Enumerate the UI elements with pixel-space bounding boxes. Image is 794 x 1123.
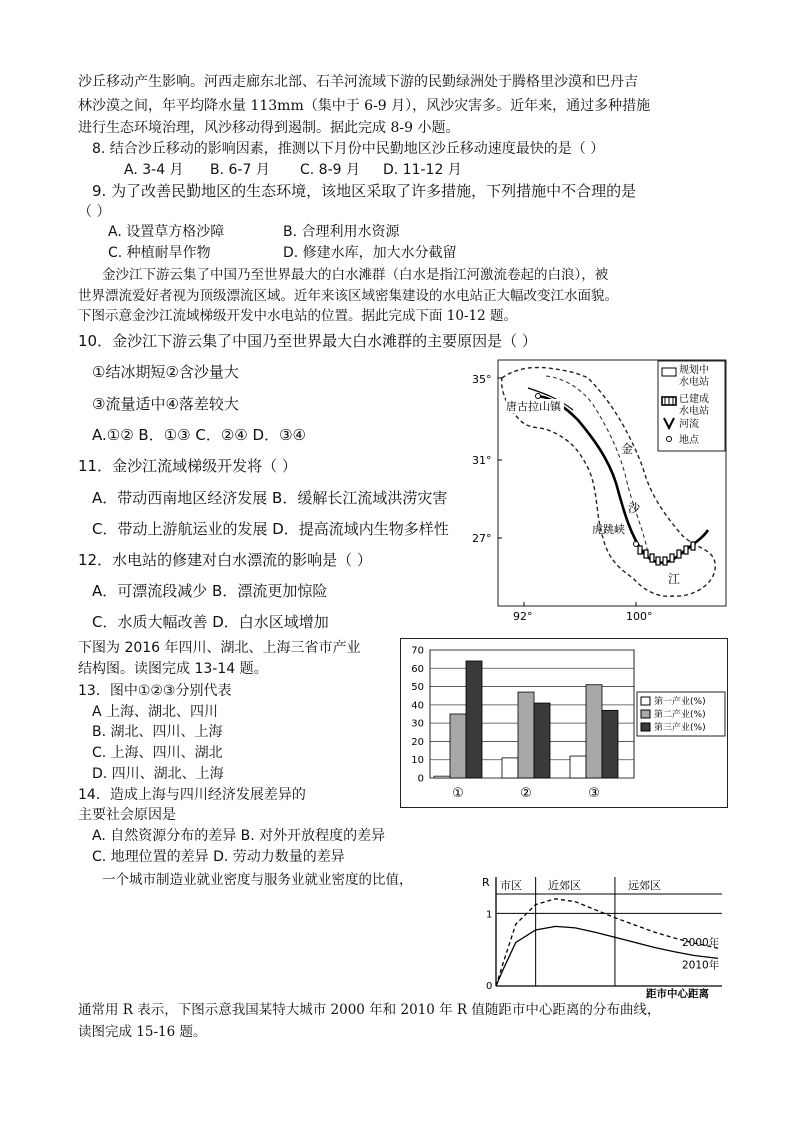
q14-options-ab: A. 自然资源分布的差异 B. 对外开放程度的差异 (92, 828, 386, 844)
bar-3-2 (534, 703, 550, 778)
legend-secondary: 第二产业(%) (654, 710, 706, 720)
legend-primary: 第一产业(%) (654, 697, 706, 707)
legend-built-1: 已建成 (679, 394, 709, 405)
lon-100: 100° (626, 610, 653, 623)
legend-place: 地点 (679, 435, 699, 446)
legend-planned-2: 水电站 (679, 377, 709, 388)
q8-option-a: A. 3-4 月 (124, 162, 184, 178)
y-tick-label: 10 (411, 755, 424, 767)
y-tick-label: 50 (411, 682, 424, 694)
series-label-2000年: 2000年 (682, 937, 720, 950)
q9-option-b: B. 合理利用水资源 (283, 224, 400, 240)
q13-option-b: B. 湖北、四川、上海 (92, 724, 223, 740)
legend-built-2: 水电站 (679, 406, 709, 417)
legend-planned-1: 规划中 (679, 365, 709, 376)
bar-1-1 (434, 776, 450, 778)
bar-2-3 (586, 685, 602, 778)
passage-1-line-1: 沙丘移动产生影响。河西走廊东北部、石羊河流域下游的民勤绿洲处于腾格里沙漠和巴丹吉 (78, 74, 638, 90)
y-tick-label: 70 (411, 645, 424, 657)
question-12-stem: 12．水电站的修建对白水漂流的影响是（ ） (78, 551, 372, 569)
bar-1-2 (502, 758, 518, 778)
legend-tertiary-swatch (641, 723, 650, 731)
y-axis-label: R (482, 876, 490, 889)
passage-2-line-3: 下图示意金沙江流域梯级开发中水电站的位置。据此完成下面 10-12 题。 (78, 308, 517, 324)
q12-options-cd: C．水质大幅改善 D．白水区域增加 (92, 613, 329, 631)
legend-place-icon (667, 437, 672, 442)
q13-option-d: D. 四川、湖北、上海 (92, 766, 224, 782)
y-tick-label: 40 (411, 700, 424, 712)
bar-3-3 (602, 710, 618, 778)
passage-1-line-2: 林沙漠之间，年平均降水量 113mm（集中于 6-9 月），风沙灾害多。近年来，通过多种措施 (78, 98, 651, 114)
passage-1-line-3: 进行生态环境治理，风沙移动得到遏制。据此完成 8-9 小题。 (78, 120, 460, 136)
lat-31: 31° (472, 454, 492, 467)
question-13-stem: 13．图中①②③分别代表 (78, 683, 232, 699)
question-10-stem: 10．金沙江下游云集了中国乃至世界最大白水滩群的主要原因是（ ） (78, 332, 537, 350)
passage-4-line-1: 一个城市制造业就业密度与服务业就业密度的比值， (102, 872, 413, 888)
river-char-jin: 金 (621, 442, 634, 456)
passage-3-line-2: 结构图。读图完成 13-14 题。 (78, 661, 268, 677)
tanggula-dot (536, 394, 541, 399)
q14-options-cd: C. 地理位置的差异 D. 劳动力数量的差异 (92, 849, 345, 865)
zone-suburb: 近郊区 (548, 879, 581, 892)
legend-primary-swatch (641, 697, 650, 705)
passage-4-line-3: 读图完成 15-16 题。 (78, 1024, 207, 1040)
legend-secondary-swatch (641, 710, 650, 718)
bar-2-2 (518, 692, 534, 778)
river-char-jiang: 江 (668, 572, 681, 586)
passage-3-line-1: 下图为 2016 年四川、湖北、上海三省市产业 (78, 640, 361, 656)
y-tick-0: 0 (486, 981, 493, 992)
q8-option-c: C. 8-9 月 (300, 162, 360, 178)
r-value-curve-chart (478, 872, 728, 1000)
y-tick-label: 30 (411, 718, 424, 730)
q8-option-b: B. 6-7 月 (210, 162, 270, 178)
zone-outer-suburb: 远郊区 (628, 879, 661, 892)
y-tick-label: 20 (411, 736, 424, 748)
question-14-stem-1: 14．造成上海与四川经济发展差异的 (78, 787, 306, 803)
y-tick-1: 1 (486, 909, 493, 921)
lat-35: 35° (472, 373, 492, 386)
passage-4-line-2: 通常用 R 表示，下图示意我国某特大城市 2000 年和 2010 年 R 值随距市中心距离的分布曲线， (78, 1002, 661, 1018)
x-axis-label: 距市中心距离 (646, 988, 709, 1000)
q9-option-c: C. 种植耐旱作物 (108, 245, 211, 261)
y-tick-label: 0 (417, 773, 424, 785)
place-hutiaoxia: 虎跳峡 (592, 523, 625, 536)
series-label-2010年: 2010年 (682, 959, 720, 972)
x-category-label: ③ (588, 786, 600, 801)
passage-2-line-2: 世界漂流爱好者视为顶级漂流区域。近年来该区域密集建设的水电站正大幅改变江水面貌。 (78, 288, 618, 304)
passage-2-line-1: 金沙江下游云集了中国乃至世界最大的白水滩群（白水是指江河激流卷起的白浪），被 (102, 267, 609, 283)
q11-options-cd: C．带动上游航运业的发展 D．提高流域内生物多样性 (92, 520, 449, 538)
bar-3-1 (466, 661, 482, 778)
place-tanggula: 唐古拉山镇 (506, 400, 561, 413)
q12-options-ab: A．可漂流段减少 B．漂流更加惊险 (92, 582, 328, 600)
x-category-label: ② (520, 786, 532, 801)
q9-option-d: D. 修建水库，加大水分截留 (283, 245, 457, 261)
question-9-paren: （ ） (78, 204, 111, 220)
industry-structure-bar-chart (400, 638, 728, 808)
question-14-stem-2: 主要社会原因是 (78, 807, 176, 823)
river-char-sha: 沙 (628, 501, 641, 515)
question-8-stem: 8. 结合沙丘移动的影响因素，推测以下月份中民勤地区沙丘移动速度最快的是（ ） (92, 141, 605, 157)
q9-option-a: A. 设置草方格沙障 (108, 224, 225, 240)
q13-option-c: C. 上海、四川、湖北 (92, 745, 223, 761)
lon-92: 92° (513, 610, 533, 623)
legend-tertiary: 第三产业(%) (654, 723, 706, 733)
y-tick-label: 60 (411, 663, 424, 675)
q10-statements-2: ③流量适中④落差较大 (92, 395, 239, 413)
q8-option-d: D. 11-12 月 (383, 162, 462, 178)
q10-statements-1: ①结冰期短②含沙量大 (92, 363, 239, 381)
question-11-stem: 11．金沙江流域梯级开发将（ ） (78, 457, 297, 475)
legend-planned-dam-icon (662, 368, 676, 376)
x-category-label: ① (452, 786, 464, 801)
lat-27: 27° (472, 532, 492, 545)
hutiaoxia-dot (634, 542, 639, 547)
q11-options-ab: A．带动西南地区经济发展 B．缓解长江流域洪涝灾害 (92, 489, 448, 507)
question-9-stem: 9. 为了改善民勤地区的生态环境，该地区采取了许多措施，下列措施中不合理的是 (92, 182, 637, 200)
q10-options: A.①② B．①③ C．②④ D．③④ (92, 426, 306, 444)
q13-option-a: A 上海、湖北、四川 (92, 704, 219, 720)
jinsha-river-map (468, 358, 730, 630)
legend-river: 河流 (679, 419, 699, 430)
zone-urban: 市区 (500, 879, 522, 892)
bar-1-3 (570, 756, 586, 778)
series-2010年 (496, 926, 718, 986)
bar-2-1 (450, 714, 466, 778)
